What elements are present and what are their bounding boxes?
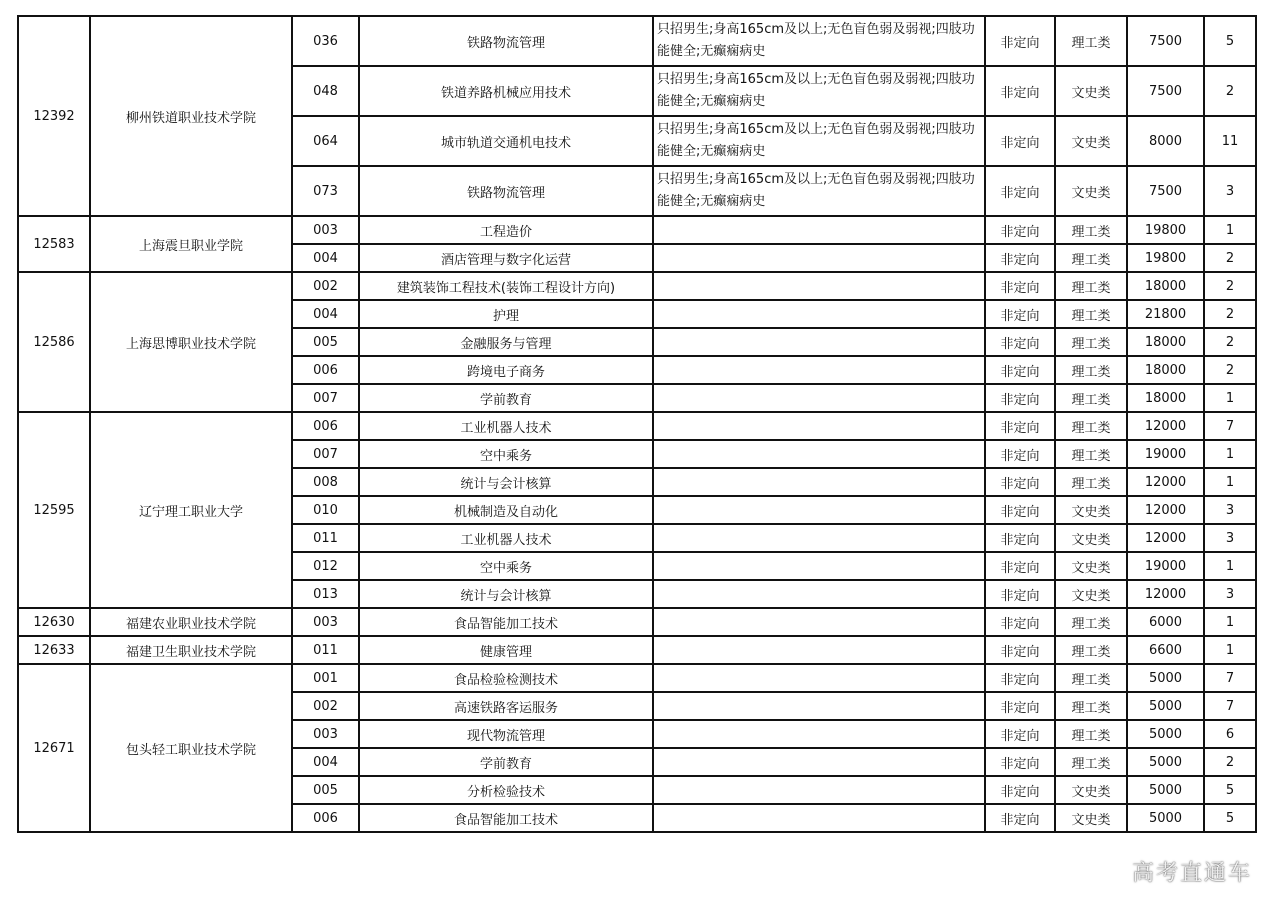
major-name-cell: 金融服务与管理 <box>359 328 653 356</box>
major-name-cell: 学前教育 <box>359 384 653 412</box>
requirement-cell <box>653 384 985 412</box>
enrollment-type-cell: 非定向 <box>985 468 1055 496</box>
major-code-cell: 002 <box>292 272 359 300</box>
quota-cell: 6 <box>1204 720 1256 748</box>
school-name-cell: 包头轻工职业技术学院 <box>90 664 292 832</box>
enrollment-type-cell: 非定向 <box>985 328 1055 356</box>
major-code-cell: 073 <box>292 166 359 216</box>
tuition-cell: 7500 <box>1127 66 1204 116</box>
major-name-cell: 酒店管理与数字化运营 <box>359 244 653 272</box>
major-code-cell: 004 <box>292 244 359 272</box>
requirement-cell <box>653 720 985 748</box>
requirement-cell <box>653 524 985 552</box>
major-name-cell: 空中乘务 <box>359 552 653 580</box>
requirement-cell: 只招男生;身高165cm及以上;无色盲色弱及弱视;四肢功能健全;无癫痫病史 <box>653 16 985 66</box>
major-code-cell: 008 <box>292 468 359 496</box>
quota-cell: 5 <box>1204 16 1256 66</box>
school-code-cell: 12671 <box>18 664 90 832</box>
tuition-cell: 12000 <box>1127 524 1204 552</box>
requirement-cell <box>653 776 985 804</box>
tuition-cell: 12000 <box>1127 580 1204 608</box>
tuition-cell: 19800 <box>1127 244 1204 272</box>
tuition-cell: 5000 <box>1127 776 1204 804</box>
major-name-cell: 统计与会计核算 <box>359 468 653 496</box>
enrollment-type-cell: 非定向 <box>985 216 1055 244</box>
enrollment-type-cell: 非定向 <box>985 552 1055 580</box>
requirement-cell: 只招男生;身高165cm及以上;无色盲色弱及弱视;四肢功能健全;无癫痫病史 <box>653 66 985 116</box>
quota-cell: 2 <box>1204 356 1256 384</box>
major-code-cell: 002 <box>292 692 359 720</box>
quota-cell: 1 <box>1204 468 1256 496</box>
subject-category-cell: 理工类 <box>1055 356 1127 384</box>
requirement-cell <box>653 608 985 636</box>
requirement-cell <box>653 552 985 580</box>
major-code-cell: 003 <box>292 216 359 244</box>
major-code-cell: 036 <box>292 16 359 66</box>
enrollment-type-cell: 非定向 <box>985 608 1055 636</box>
subject-category-cell: 理工类 <box>1055 608 1127 636</box>
tuition-cell: 7500 <box>1127 16 1204 66</box>
table-body <box>18 16 1256 832</box>
school-name-cell: 柳州铁道职业技术学院 <box>90 16 292 216</box>
requirement-cell <box>653 804 985 832</box>
table-row <box>18 608 1256 636</box>
enrollment-type-cell: 非定向 <box>985 356 1055 384</box>
school-name-cell: 辽宁理工职业大学 <box>90 412 292 608</box>
school-name-cell: 上海思博职业技术学院 <box>90 272 292 412</box>
requirement-cell <box>653 440 985 468</box>
major-name-cell: 铁道养路机械应用技术 <box>359 66 653 116</box>
subject-category-cell: 文史类 <box>1055 580 1127 608</box>
major-code-cell: 064 <box>292 116 359 166</box>
enrollment-type-cell: 非定向 <box>985 300 1055 328</box>
tuition-cell: 5000 <box>1127 804 1204 832</box>
quota-cell: 3 <box>1204 580 1256 608</box>
table-row <box>18 16 1256 66</box>
subject-category-cell: 理工类 <box>1055 244 1127 272</box>
tuition-cell: 5000 <box>1127 692 1204 720</box>
table-row <box>18 636 1256 664</box>
major-name-cell: 机械制造及自动化 <box>359 496 653 524</box>
major-code-cell: 012 <box>292 552 359 580</box>
major-code-cell: 006 <box>292 356 359 384</box>
major-name-cell: 学前教育 <box>359 748 653 776</box>
enrollment-type-cell: 非定向 <box>985 116 1055 166</box>
quota-cell: 5 <box>1204 804 1256 832</box>
major-name-cell: 统计与会计核算 <box>359 580 653 608</box>
requirement-cell <box>653 412 985 440</box>
requirement-cell <box>653 580 985 608</box>
requirement-cell <box>653 748 985 776</box>
major-code-cell: 006 <box>292 412 359 440</box>
major-name-cell: 铁路物流管理 <box>359 16 653 66</box>
subject-category-cell: 理工类 <box>1055 328 1127 356</box>
subject-category-cell: 文史类 <box>1055 496 1127 524</box>
table-row <box>18 272 1256 300</box>
school-name-cell: 上海震旦职业学院 <box>90 216 292 272</box>
tuition-cell: 12000 <box>1127 412 1204 440</box>
major-name-cell: 护理 <box>359 300 653 328</box>
subject-category-cell: 理工类 <box>1055 664 1127 692</box>
quota-cell: 11 <box>1204 116 1256 166</box>
admissions-table <box>17 15 1257 833</box>
enrollment-type-cell: 非定向 <box>985 748 1055 776</box>
quota-cell: 2 <box>1204 244 1256 272</box>
requirement-cell <box>653 496 985 524</box>
enrollment-type-cell: 非定向 <box>985 524 1055 552</box>
tuition-cell: 7500 <box>1127 166 1204 216</box>
table-row <box>18 664 1256 692</box>
subject-category-cell: 文史类 <box>1055 776 1127 804</box>
major-name-cell: 食品检验检测技术 <box>359 664 653 692</box>
tuition-cell: 8000 <box>1127 116 1204 166</box>
school-code-cell: 12630 <box>18 608 90 636</box>
major-code-cell: 013 <box>292 580 359 608</box>
major-name-cell: 空中乘务 <box>359 440 653 468</box>
watermark: 高考直通车 <box>1131 861 1252 886</box>
tuition-cell: 21800 <box>1127 300 1204 328</box>
enrollment-type-cell: 非定向 <box>985 804 1055 832</box>
enrollment-type-cell: 非定向 <box>985 384 1055 412</box>
quota-cell: 2 <box>1204 748 1256 776</box>
quota-cell: 7 <box>1204 692 1256 720</box>
table-row <box>18 216 1256 244</box>
tuition-cell: 5000 <box>1127 664 1204 692</box>
major-name-cell: 食品智能加工技术 <box>359 804 653 832</box>
enrollment-type-cell: 非定向 <box>985 692 1055 720</box>
school-code-cell: 12392 <box>18 16 90 216</box>
tuition-cell: 5000 <box>1127 748 1204 776</box>
enrollment-type-cell: 非定向 <box>985 16 1055 66</box>
tuition-cell: 19000 <box>1127 440 1204 468</box>
major-code-cell: 011 <box>292 524 359 552</box>
subject-category-cell: 文史类 <box>1055 804 1127 832</box>
requirement-cell <box>653 328 985 356</box>
quota-cell: 2 <box>1204 300 1256 328</box>
quota-cell: 2 <box>1204 328 1256 356</box>
tuition-cell: 6000 <box>1127 608 1204 636</box>
quota-cell: 2 <box>1204 272 1256 300</box>
major-name-cell: 工业机器人技术 <box>359 412 653 440</box>
quota-cell: 1 <box>1204 636 1256 664</box>
major-code-cell: 010 <box>292 496 359 524</box>
subject-category-cell: 理工类 <box>1055 440 1127 468</box>
subject-category-cell: 文史类 <box>1055 524 1127 552</box>
major-name-cell: 建筑装饰工程技术(装饰工程设计方向) <box>359 272 653 300</box>
quota-cell: 2 <box>1204 66 1256 116</box>
enrollment-type-cell: 非定向 <box>985 720 1055 748</box>
tuition-cell: 18000 <box>1127 384 1204 412</box>
major-name-cell: 工程造价 <box>359 216 653 244</box>
major-code-cell: 003 <box>292 608 359 636</box>
requirement-cell <box>653 636 985 664</box>
requirement-cell: 只招男生;身高165cm及以上;无色盲色弱及弱视;四肢功能健全;无癫痫病史 <box>653 116 985 166</box>
enrollment-type-cell: 非定向 <box>985 412 1055 440</box>
quota-cell: 3 <box>1204 166 1256 216</box>
enrollment-type-cell: 非定向 <box>985 272 1055 300</box>
major-code-cell: 048 <box>292 66 359 116</box>
major-name-cell: 跨境电子商务 <box>359 356 653 384</box>
quota-cell: 1 <box>1204 440 1256 468</box>
enrollment-type-cell: 非定向 <box>985 776 1055 804</box>
enrollment-type-cell: 非定向 <box>985 166 1055 216</box>
subject-category-cell: 理工类 <box>1055 748 1127 776</box>
subject-category-cell: 理工类 <box>1055 636 1127 664</box>
requirement-cell <box>653 356 985 384</box>
requirement-cell <box>653 664 985 692</box>
subject-category-cell: 理工类 <box>1055 216 1127 244</box>
subject-category-cell: 理工类 <box>1055 272 1127 300</box>
major-name-cell: 分析检验技术 <box>359 776 653 804</box>
tuition-cell: 5000 <box>1127 720 1204 748</box>
major-code-cell: 003 <box>292 720 359 748</box>
quota-cell: 1 <box>1204 552 1256 580</box>
major-name-cell: 工业机器人技术 <box>359 524 653 552</box>
enrollment-type-cell: 非定向 <box>985 664 1055 692</box>
subject-category-cell: 理工类 <box>1055 16 1127 66</box>
quota-cell: 5 <box>1204 776 1256 804</box>
subject-category-cell: 理工类 <box>1055 384 1127 412</box>
school-code-cell: 12633 <box>18 636 90 664</box>
subject-category-cell: 理工类 <box>1055 720 1127 748</box>
requirement-cell <box>653 300 985 328</box>
tuition-cell: 19000 <box>1127 552 1204 580</box>
tuition-cell: 19800 <box>1127 216 1204 244</box>
requirement-cell <box>653 244 985 272</box>
subject-category-cell: 理工类 <box>1055 468 1127 496</box>
major-code-cell: 007 <box>292 384 359 412</box>
major-code-cell: 006 <box>292 804 359 832</box>
subject-category-cell: 文史类 <box>1055 116 1127 166</box>
tuition-cell: 18000 <box>1127 328 1204 356</box>
subject-category-cell: 理工类 <box>1055 692 1127 720</box>
enrollment-type-cell: 非定向 <box>985 580 1055 608</box>
school-name-cell: 福建卫生职业技术学院 <box>90 636 292 664</box>
subject-category-cell: 文史类 <box>1055 166 1127 216</box>
quota-cell: 1 <box>1204 608 1256 636</box>
enrollment-type-cell: 非定向 <box>985 496 1055 524</box>
major-name-cell: 铁路物流管理 <box>359 166 653 216</box>
tuition-cell: 12000 <box>1127 496 1204 524</box>
school-code-cell: 12595 <box>18 412 90 608</box>
enrollment-type-cell: 非定向 <box>985 636 1055 664</box>
quota-cell: 3 <box>1204 524 1256 552</box>
quota-cell: 7 <box>1204 412 1256 440</box>
major-name-cell: 城市轨道交通机电技术 <box>359 116 653 166</box>
requirement-cell <box>653 216 985 244</box>
major-name-cell: 高速铁路客运服务 <box>359 692 653 720</box>
major-code-cell: 005 <box>292 776 359 804</box>
subject-category-cell: 文史类 <box>1055 552 1127 580</box>
table-row <box>18 412 1256 440</box>
quota-cell: 1 <box>1204 384 1256 412</box>
subject-category-cell: 理工类 <box>1055 412 1127 440</box>
requirement-cell <box>653 272 985 300</box>
tuition-cell: 6600 <box>1127 636 1204 664</box>
subject-category-cell: 理工类 <box>1055 300 1127 328</box>
requirement-cell <box>653 468 985 496</box>
major-code-cell: 004 <box>292 300 359 328</box>
enrollment-type-cell: 非定向 <box>985 440 1055 468</box>
major-name-cell: 食品智能加工技术 <box>359 608 653 636</box>
quota-cell: 3 <box>1204 496 1256 524</box>
school-code-cell: 12586 <box>18 272 90 412</box>
school-code-cell: 12583 <box>18 216 90 272</box>
quota-cell: 7 <box>1204 664 1256 692</box>
requirement-cell <box>653 692 985 720</box>
tuition-cell: 18000 <box>1127 356 1204 384</box>
tuition-cell: 18000 <box>1127 272 1204 300</box>
school-name-cell: 福建农业职业技术学院 <box>90 608 292 636</box>
major-code-cell: 001 <box>292 664 359 692</box>
enrollment-type-cell: 非定向 <box>985 244 1055 272</box>
major-code-cell: 011 <box>292 636 359 664</box>
major-name-cell: 现代物流管理 <box>359 720 653 748</box>
major-code-cell: 007 <box>292 440 359 468</box>
quota-cell: 1 <box>1204 216 1256 244</box>
major-code-cell: 004 <box>292 748 359 776</box>
subject-category-cell: 文史类 <box>1055 66 1127 116</box>
tuition-cell: 12000 <box>1127 468 1204 496</box>
enrollment-type-cell: 非定向 <box>985 66 1055 116</box>
requirement-cell: 只招男生;身高165cm及以上;无色盲色弱及弱视;四肢功能健全;无癫痫病史 <box>653 166 985 216</box>
major-name-cell: 健康管理 <box>359 636 653 664</box>
major-code-cell: 005 <box>292 328 359 356</box>
